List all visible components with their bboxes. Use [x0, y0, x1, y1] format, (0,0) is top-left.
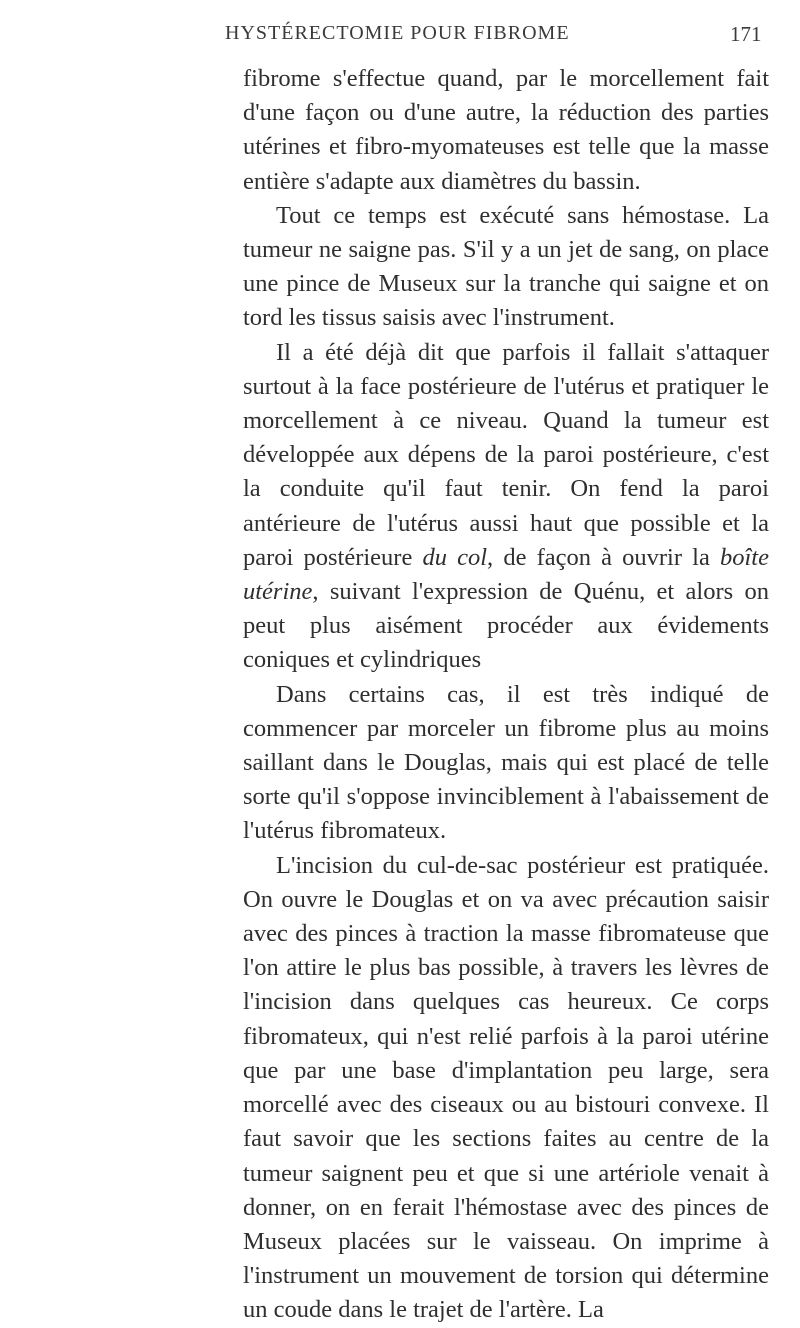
- running-title: HYSTÉRECTOMIE POUR FIBROME: [225, 22, 570, 44]
- italic-phrase: boîte utérine: [243, 543, 769, 606]
- text-segment: Tout ce temps est exécuté sans hémostase. La tumeur ne saigne pas. S'il y a un jet de sang, on place une pince de Museux sur la tranche qui saigne et on tord les tissus saisis avec l'instrument.: [243, 201, 769, 332]
- paragraph: [243, 336, 769, 678]
- text-segment: fibrome s'effectue quand, par le morcellement fait d'une façon ou d'une autre, la réduction des parties utérines et fibro-myomateuses est telle que la masse entière s'adapte aux diamètres du bassin.: [243, 65, 769, 195]
- paragraph: [243, 199, 769, 336]
- text-segment: Dans certains cas, il est très indiqué de commencer par morceler un fibrome plus au moins saillant dans le Douglas, mais qui est placé de telle sorte qu'il s'oppose invinciblement à l'abaissement de l'utérus fibromateux.: [243, 680, 769, 845]
- italic-phrase: du col: [422, 543, 488, 571]
- body-text: [243, 62, 769, 1328]
- text-segment: L'incision du cul-de-sac postérieur est pratiquée. On ouvre le Douglas et on va avec précaution saisir avec des pinces à traction la masse fibromateuse que l'on attire le plus bas possible, à travers les lèvres de l'incision dans quelques cas heureux. Ce corps fibromateux, qui n'est relié parfois à la paroi utérine que par une base d'implantation peu large, sera morcellé avec des ciseaux ou au bistouri convexe. Il faut savoir que les sections faites au centre de la tumeur saignent peu et que si une artériole venait à donner, on en ferait l'hémostase avec des pinces de Museux placées sur le vaisseau. On imprime à l'instrument un mouvement de torsion qui détermine un coude dans le trajet de l'artère. La: [243, 851, 769, 1324]
- text-segment: , suivant l'expression de Quénu, et alors on peut plus aisément procéder aux évidements coniques et cylindriques: [243, 578, 769, 674]
- paragraph: [243, 62, 769, 199]
- paragraph: [243, 678, 769, 849]
- page-number: 171: [730, 22, 762, 46]
- paragraph: [243, 849, 769, 1328]
- text-segment: Il a été déjà dit que parfois il fallait s'attaquer surtout à la face postérieure de l'utérus et pratiquer le morcellement à ce niveau. Quand la tumeur est développée aux dépens de la paroi postérieure, c'est la conduite qu'il faut tenir. On fend la paroi antérieure de l'utérus aussi haut que possible et la paroi postérieure: [243, 338, 769, 571]
- text-segment: , de façon à ouvrir la: [487, 543, 720, 571]
- page-header: [0, 22, 800, 52]
